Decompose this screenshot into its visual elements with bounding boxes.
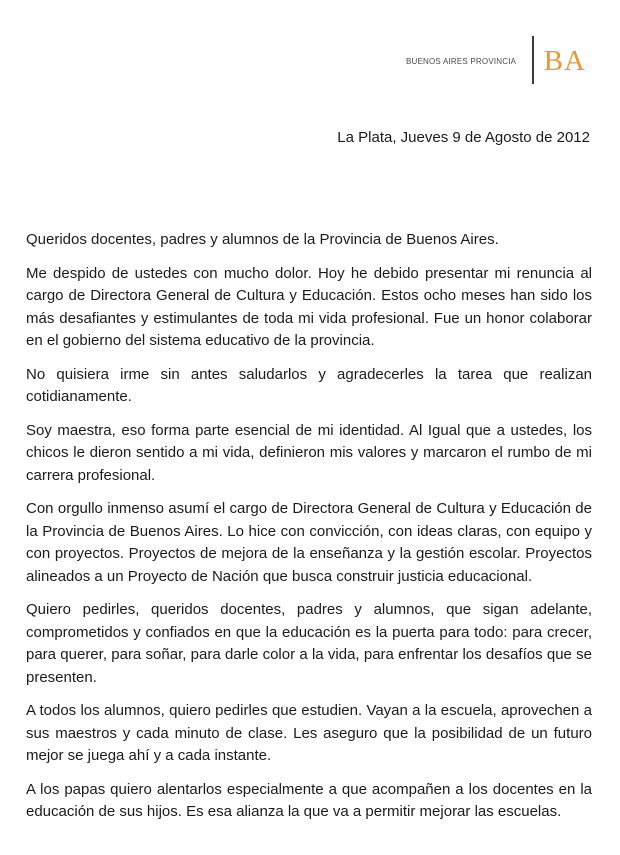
paragraph: A todos los alumnos, quiero pedirles que estudien. Vayan a la escuela, aprovechen a sus maestros y cada minuto de clase. Les aseguro que la posibilidad de un futuro mejor se juega ahí y a cada instante. — [26, 702, 592, 764]
ba-logo: BA — [543, 44, 586, 77]
province-name: BUENOS AIRES PROVINCIA — [405, 56, 517, 66]
paragraph: Me despido de ustedes con mucho dolor. Hoy he debido presentar mi renuncia al cargo de Directora General de Cultura y Educación. Estos ocho meses han sido los más desafiantes y estimulantes de toda mi vida profesional. Fue un honor colaborar en el gobierno del sistema educativo de la provincia. — [26, 264, 592, 349]
paragraph: No quisiera irme sin antes saludarlos y agradecerles la tarea que realizan cotidianamente. — [26, 365, 592, 405]
letter-date: La Plata, Jueves 9 de Agosto de 2012 — [337, 129, 590, 146]
paragraph: Quiero pedirles, queridos docentes, padres y alumnos, que sigan adelante, comprometidos y confiados en que la educación es la puerta para todo: para crecer, para querer, para soñar, para darle color a la vida, para enfrentar los desafíos que se presenten. — [26, 601, 592, 686]
paragraph: A los papas quiero alentarlos especialmente a que acompañen a los docentes en la educación de sus hijos. Es esa alianza la que va a permitir mejorar las escuelas. — [26, 780, 592, 820]
letter-body — [26, 229, 592, 835]
salutation: Queridos docentes, padres y alumnos de la Provincia de Buenos Aires. — [26, 231, 499, 248]
paragraph: Con orgullo inmenso asumí el cargo de Directora General de Cultura y Educación de la Provincia de Buenos Aires. Lo hice con convicción, con ideas claras, con equipo y con proyectos. Proyectos de mejora de la enseñanza y la gestión escolar. Proyectos alineados a un Proyecto de Nación que busca construir justicia educacional. — [26, 500, 592, 585]
letterhead-divider — [532, 36, 534, 84]
paragraph: Soy maestra, eso forma parte esencial de mi identidad. Al Igual que a ustedes, los chicos le dieron sentido a mi vida, definieron mis valores y marcaron el rumbo de mi carrera profesional. — [26, 421, 592, 484]
letterhead — [406, 36, 586, 84]
